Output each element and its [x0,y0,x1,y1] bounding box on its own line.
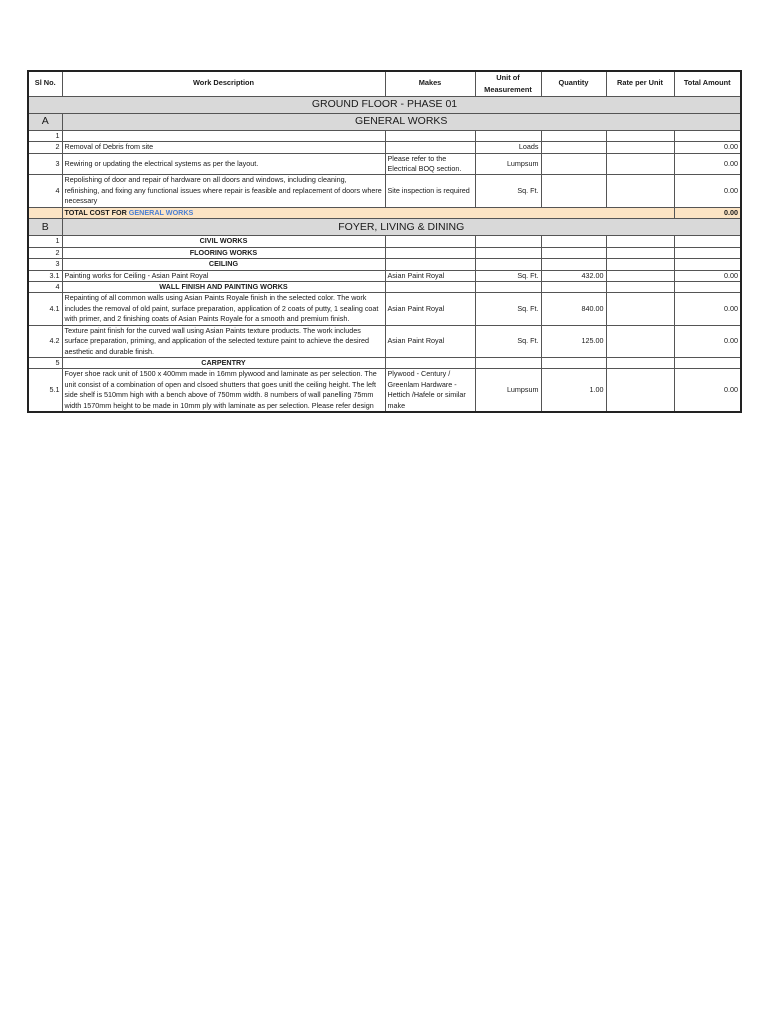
row-quantity: 1.00 [541,369,606,412]
row-sl-no: 4 [28,281,62,292]
row-quantity [541,247,606,258]
section-letter: A [28,113,62,130]
section-b-row [28,219,741,236]
row-description: Repainting of all common walls using Asian Paints Royale finish in the selected color. The work includes the removal of old paint, surface preparation, application of 2 coats of putty, 1 sealing coat with primer, and 2 finishing coats of Asian Paints Royale for a smooth and premium finish. [62,293,385,325]
row-makes: Asian Paint Royal [385,293,475,325]
row-description: CEILING [62,259,385,270]
row-unit [475,358,541,369]
row-unit: Sq. Ft. [475,270,541,281]
boq-sheet [27,70,740,413]
row-makes [385,358,475,369]
row-description [62,130,385,141]
row-unit [475,130,541,141]
table-row [28,270,741,281]
row-total [674,247,741,258]
row-total: 0.00 [674,369,741,412]
section-total-row [28,207,741,218]
row-total: 0.00 [674,270,741,281]
row-description: Removal of Debris from site [62,142,385,153]
row-makes: Asian Paint Royal [385,270,475,281]
header-work-description: Work Description [62,71,385,96]
row-quantity [541,281,606,292]
row-total: 0.00 [674,142,741,153]
row-unit: Lumpsum [475,153,541,175]
row-makes: Site inspection is required [385,175,475,207]
row-unit [475,236,541,247]
row-makes [385,247,475,258]
table-row [28,153,741,175]
header-total: Total Amount [674,71,741,96]
row-rate [606,259,674,270]
row-sl-no: 1 [28,130,62,141]
row-quantity [541,358,606,369]
row-makes [385,130,475,141]
row-makes [385,142,475,153]
row-unit: Lumpsum [475,369,541,412]
row-rate [606,247,674,258]
row-rate [606,175,674,207]
row-description: Rewiring or updating the electrical systems as per the layout. [62,153,385,175]
row-unit [475,259,541,270]
row-description: Repolishing of door and repair of hardware on all doors and windows, including cleaning, refinishing, and fixing any functional issues where repair is feasible and replacement of doors where necessary [62,175,385,207]
row-total: 0.00 [674,175,741,207]
row-makes [385,281,475,292]
row-rate [606,358,674,369]
row-total: 0.00 [674,325,741,357]
table-row [28,259,741,270]
header-sl-no: Sl No. [28,71,62,96]
row-sl-no: 3 [28,153,62,175]
row-rate [606,236,674,247]
row-description: FLOORING WORKS [62,247,385,258]
row-makes [385,236,475,247]
row-unit: Sq. Ft. [475,325,541,357]
row-total [674,236,741,247]
row-unit [475,247,541,258]
row-description: CIVIL WORKS [62,236,385,247]
header-row [28,71,741,96]
table-body [28,96,741,412]
row-description: WALL FINISH AND PAINTING WORKS [62,281,385,292]
table-row [28,247,741,258]
row-quantity: 840.00 [541,293,606,325]
section-title: FOYER, LIVING & DINING [62,219,741,236]
table-row [28,130,741,141]
row-rate [606,153,674,175]
row-total: 0.00 [674,293,741,325]
phase-title: GROUND FLOOR - PHASE 01 [28,96,741,113]
row-sl-no: 1 [28,236,62,247]
section-title: GENERAL WORKS [62,113,741,130]
row-rate [606,270,674,281]
row-sl-no: 5 [28,358,62,369]
header-unit: Unit of Measurement [475,71,541,96]
row-description: Painting works for Ceiling - Asian Paint Royal [62,270,385,281]
row-total [674,259,741,270]
row-unit: Loads [475,142,541,153]
row-quantity [541,236,606,247]
row-makes: Please refer to the Electrical BOQ section. [385,153,475,175]
row-quantity: 432.00 [541,270,606,281]
boq-table [27,70,742,413]
row-quantity: 125.00 [541,325,606,357]
row-description: Texture paint finish for the curved wall using Asian Paints texture products. The work includes surface preparation, priming, and application of the selected texture paint to achieve the desired aesthetic and durable finish. [62,325,385,357]
row-sl-no: 4.2 [28,325,62,357]
row-sl-no: 2 [28,247,62,258]
row-makes [385,259,475,270]
row-sl-no: 4 [28,175,62,207]
section-total-label: TOTAL COST FOR GENERAL WORKS [62,207,674,218]
row-unit: Sq. Ft. [475,175,541,207]
row-unit [475,281,541,292]
row-total [674,358,741,369]
row-quantity [541,142,606,153]
row-rate [606,325,674,357]
section-a-row [28,113,741,130]
row-unit: Sq. Ft. [475,293,541,325]
header-makes: Makes [385,71,475,96]
row-sl-no: 3 [28,259,62,270]
row-makes: Plywood - Century / Greenlam Hardware - Hettich /Hafele or similar make [385,369,475,412]
row-total [674,130,741,141]
row-total: 0.00 [674,153,741,175]
table-row [28,142,741,153]
row-quantity [541,130,606,141]
table-row [28,175,741,207]
section-letter: B [28,219,62,236]
row-rate [606,369,674,412]
header-rate: Rate per Unit [606,71,674,96]
row-rate [606,142,674,153]
row-rate [606,130,674,141]
table-row [28,281,741,292]
row-quantity [541,153,606,175]
section-total-value: 0.00 [674,207,741,218]
row-sl-no: 5.1 [28,369,62,412]
row-quantity [541,175,606,207]
row-makes: Asian Paint Royal [385,325,475,357]
section-total-highlight: GENERAL WORKS [128,207,194,217]
row-rate [606,293,674,325]
row-description: Foyer shoe rack unit of 1500 x 400mm made in 16mm plywood and laminate as per selection. The unit consist of a combination of open and clsoed shutters that goes unitl the ceiling height. The left side shelf is 510mm high with a bench above of 750mm width. 8 numbers of wall panelling 75mm width 1570mm height to be made in 10mm ply with laminate as per selection. Please refer design [62,369,385,412]
row-description: CARPENTRY [62,358,385,369]
row-quantity [541,259,606,270]
row-rate [606,281,674,292]
row-total [674,281,741,292]
table-row [28,236,741,247]
row-sl-no: 3.1 [28,270,62,281]
phase-row [28,96,741,113]
table-row [28,325,741,357]
table-row [28,358,741,369]
table-row [28,293,741,325]
row-sl-no: 2 [28,142,62,153]
row-sl-no: 4.1 [28,293,62,325]
table-row [28,369,741,412]
header-quantity: Quantity [541,71,606,96]
